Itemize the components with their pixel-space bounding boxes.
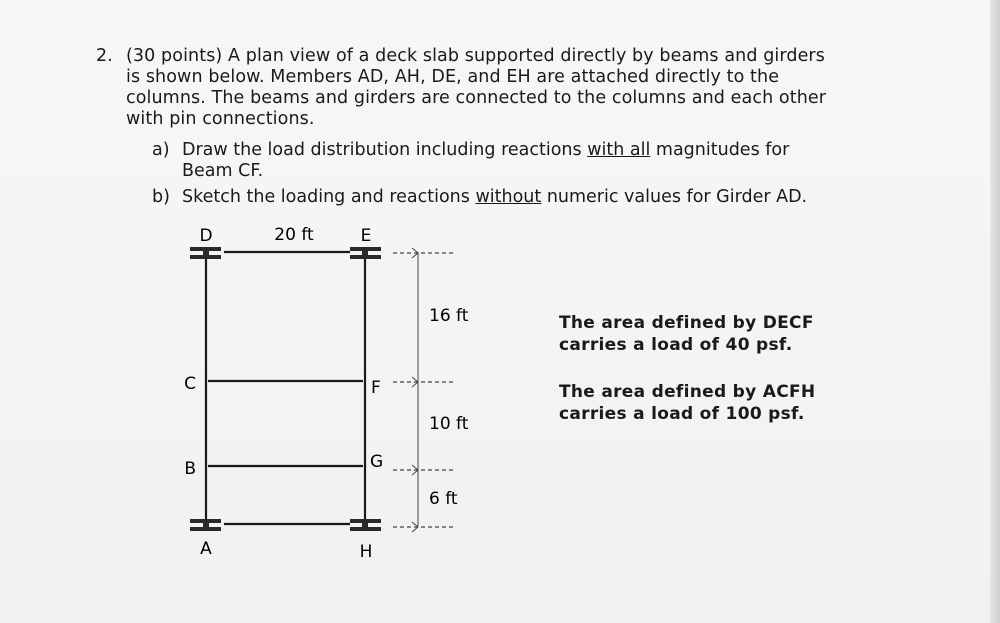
dimension-label-6ft: 6 ft bbox=[429, 489, 458, 509]
column-e-icon bbox=[350, 247, 381, 259]
column-a-icon bbox=[190, 519, 221, 531]
load-note-acfh-line-2: carries a load of 100 psf. bbox=[559, 404, 805, 424]
intro-line-2: is shown below. Members AD, AH, DE, and EH are attached directly to the bbox=[126, 67, 780, 87]
node-label-f: F bbox=[371, 378, 381, 398]
part-a-line-2: Beam CF. bbox=[182, 161, 264, 181]
node-label-b: B bbox=[184, 459, 196, 479]
page-edge-shadow bbox=[990, 0, 1000, 623]
part-a-text-underlined: with all bbox=[587, 140, 651, 160]
load-note-decf-line-1: The area defined by DECF bbox=[559, 313, 814, 333]
load-note-acfh-line-1: The area defined by ACFH bbox=[559, 382, 816, 402]
part-a-label: a) bbox=[152, 140, 170, 160]
column-d-icon bbox=[190, 247, 221, 259]
node-label-a: A bbox=[200, 539, 212, 559]
node-label-g: G bbox=[370, 452, 384, 472]
part-b-label: b) bbox=[152, 187, 170, 207]
part-a-text-pre: Draw the load distribution including reactions bbox=[182, 140, 588, 160]
part-b-text-post: numeric values for Girder AD. bbox=[541, 187, 808, 207]
dimension-label-16ft: 16 ft bbox=[429, 306, 469, 326]
node-label-c: C bbox=[184, 374, 196, 394]
part-b-text-underlined: without bbox=[475, 187, 542, 207]
problem-number: 2. bbox=[96, 46, 113, 66]
dimension-label-10ft: 10 ft bbox=[429, 414, 469, 434]
part-a-text-post: magnitudes for bbox=[650, 140, 790, 160]
load-note-acfh bbox=[559, 381, 815, 425]
load-note-decf bbox=[559, 312, 814, 356]
intro-line-4: with pin connections. bbox=[126, 109, 315, 129]
intro-line-3: columns. The beams and girders are connected to the columns and each other bbox=[126, 88, 827, 108]
intro-line-1: (30 points) A plan view of a deck slab supported directly by beams and girders bbox=[126, 46, 825, 66]
span-label-20ft: 20 ft bbox=[274, 225, 314, 245]
column-h-icon bbox=[350, 519, 381, 531]
node-label-d: D bbox=[199, 226, 213, 246]
load-note-decf-line-2: carries a load of 40 psf. bbox=[559, 335, 793, 355]
node-label-e: E bbox=[360, 226, 372, 246]
part-b-text-pre: Sketch the loading and reactions bbox=[182, 187, 476, 207]
node-label-h: H bbox=[359, 542, 373, 562]
